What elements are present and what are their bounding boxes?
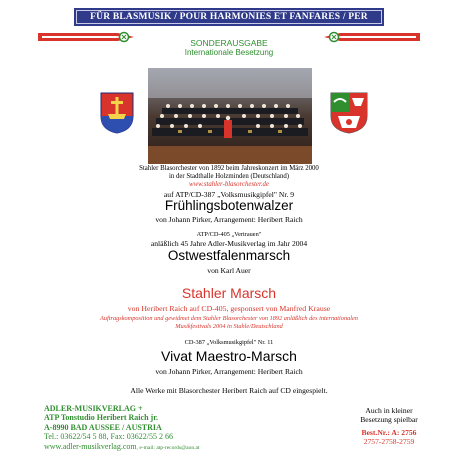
piece1-credit: von Johann Pirker, Arrangement: Heribert Raich	[155, 215, 303, 224]
piece1-title: Frühlingsbotenwalzer	[164, 198, 294, 213]
piece3-note-line1: Auftragskomposition und gewidmet dem Stahler Blasorchester von 1892 anläßlich des internationalen	[100, 315, 358, 322]
publisher-website[interactable]: www.adler-musikverlag.com	[44, 441, 137, 451]
piece1-cd: auf ATP/CD-387 „Volksmusikgipfel" Nr. 9	[163, 190, 295, 199]
photo-caption-line1: Stahler Blasorchester von 1892 beim Jahreskonzert im März 2000	[139, 165, 319, 172]
edition-sublabel: Internationale Besetzung	[184, 48, 274, 57]
piece2-credit: von Karl Auer	[207, 266, 251, 275]
piece2-cd: ATP/CD-405 „Vertrauen"	[196, 231, 262, 238]
banner-border	[76, 10, 382, 24]
order-numbers-range: 2757-2758-2759	[363, 437, 415, 446]
photo-caption-line2: in der Stadthalle Holzminden (Deutschland)	[168, 173, 290, 180]
banner-text: FÜR BLASMUSIK / POUR HARMONIES ET FANFARES / PER BANDA	[90, 12, 368, 40]
publisher-block	[44, 404, 199, 453]
order-info-block	[356, 406, 422, 446]
edition-label: SONDERAUSGABE	[190, 38, 268, 48]
publisher-email[interactable]: , e-mail: atp-records@aon.at	[136, 444, 200, 451]
nrw-coat-of-arms	[330, 92, 368, 134]
smaller-band-note-line1: Auch in kleiner	[365, 406, 413, 415]
orchestra-photo	[148, 68, 312, 164]
order-number: Best.Nr.: A: 2756	[361, 428, 417, 437]
piece2-cd-line2: anläßlich 45 Jahre Adler-Musikverlag im Jahr 2004	[150, 239, 308, 248]
piece4-cd: CD-387 „Volksmusikgipfel" Nr. 11	[184, 339, 274, 346]
publisher-name: ADLER-MUSIKVERLAG +	[44, 404, 143, 413]
piece3-credit: von Heribert Raich auf CD-405, gesponsert von Manfred Krause	[127, 304, 331, 313]
footer-note: Alle Werke mit Blasorchester Heribert Raich auf CD eingespielt.	[130, 386, 328, 395]
publisher-address: A-8990 BAD AUSSEE / AUSTRIA	[44, 422, 162, 432]
piece3-note-line2: Musikfestivals 2004 in Stahle/Deutschland	[175, 323, 283, 330]
publisher-phone: Tel.: 03622/54 5 88, Fax: 03622/55 2 66	[44, 432, 173, 442]
piece4-title: Vivat Maestro-Marsch	[161, 348, 297, 364]
piece4-credit: von Johann Pirker, Arrangement: Heribert Raich	[155, 367, 303, 376]
stahle-coat-of-arms	[100, 92, 134, 134]
orchestra-photo-image	[148, 68, 312, 164]
piece2-title: Ostwestfalenmarsch	[167, 248, 291, 263]
smaller-band-note-line2: Besetzung spielbar	[360, 415, 418, 424]
top-banner	[74, 8, 384, 40]
photo-website: www.stahler-blasorchester.de	[189, 181, 269, 188]
piece3-title: Stahler Marsch	[181, 285, 277, 301]
publisher-studio: ATP Tonstudio Heribert Raich jr.	[44, 413, 159, 423]
